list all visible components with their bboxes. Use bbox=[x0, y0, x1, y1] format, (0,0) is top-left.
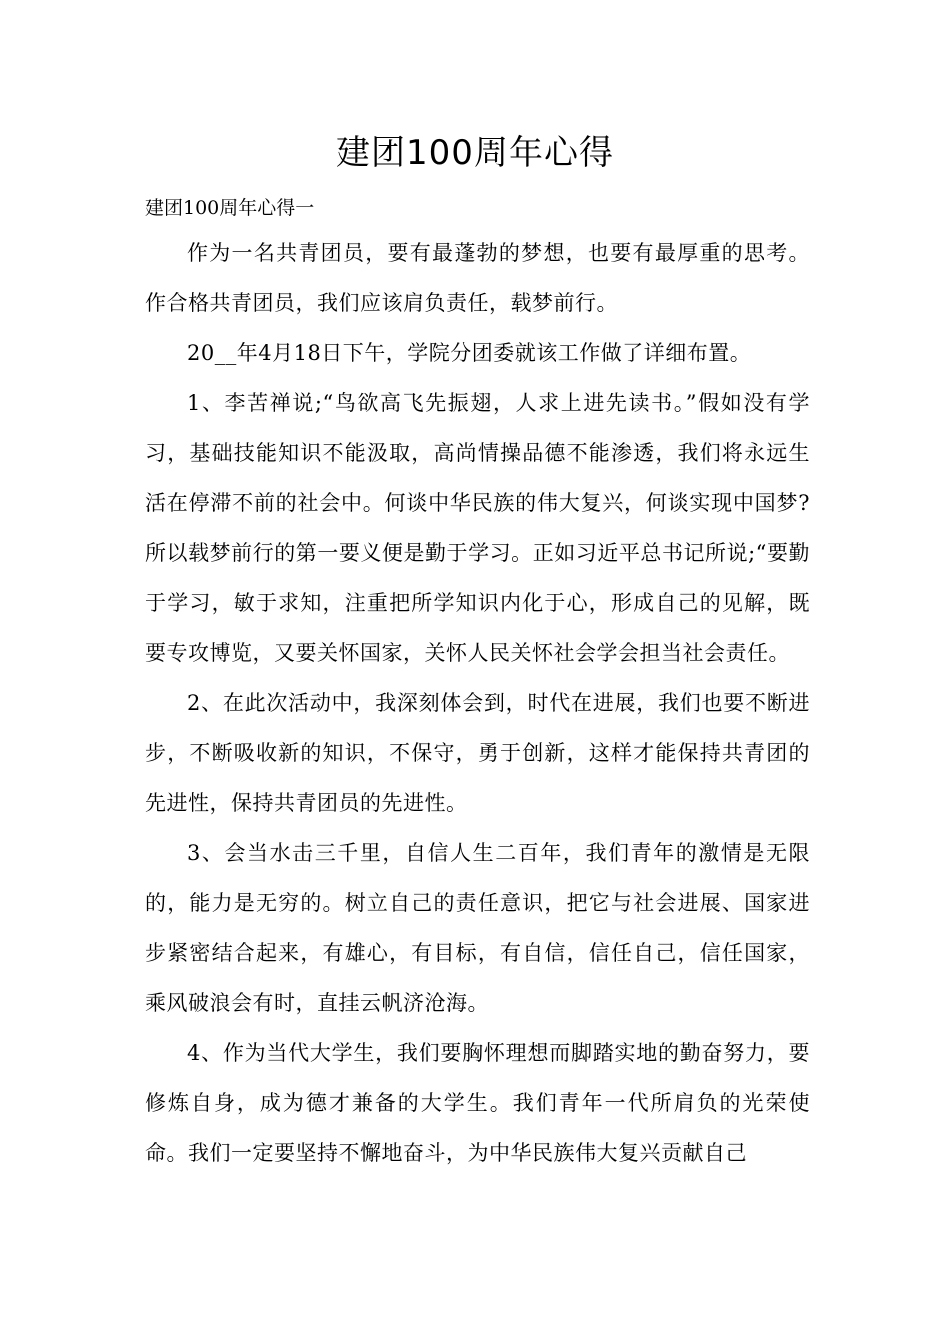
paragraph-date: 20__年4月18日下午，学院分团委就该工作做了详细布置。 bbox=[187, 341, 752, 365]
paragraph-intro: 作为一名共青团员，要有最蓬勃的梦想，也要有最厚重的思考。作合格共青团员，我们应该肩负责任，载梦前行。 bbox=[145, 241, 810, 315]
document-body bbox=[145, 228, 810, 1178]
paragraph-point-4: 4、作为当代大学生，我们要胸怀理想而脚踏实地的勤奋努力，要修炼自身，成为德才兼备的大学生。我们青年一代所肩负的光荣使命。我们一定要坚持不懈地奋斗，为中华民族伟大复兴贡献自己 bbox=[145, 1041, 810, 1165]
paragraph-point-2: 2、在此次活动中，我深刻体会到，时代在进展，我们也要不断进步，不断吸收新的知识，不保守，勇于创新，这样才能保持共青团的先进性，保持共青团员的先进性。 bbox=[145, 691, 810, 815]
section-heading: 建团100周年心得一 bbox=[145, 197, 315, 219]
paragraph-point-1: 1、李苦禅说;“鸟欲高飞先振翅，人求上进先读书。”假如没有学习，基础技能知识不能汲取，高尚情操品德不能渗透，我们将永远生活在停滞不前的社会中。何谈中华民族的伟大复兴，何谈实现中国梦?所以载梦前行的第一要义便是勤于学习。正如习近平总书记所说;“要勤于学习，敏于求知，注重把所学知识内化于心，形成自己的见解，既要专攻博览，又要关怀国家，关怀人民关怀社会学会担当社会责任。 bbox=[145, 391, 810, 665]
document-title: 建团100周年心得 bbox=[336, 133, 614, 173]
paragraph-point-3: 3、会当水击三千里，自信人生二百年，我们青年的激情是无限的，能力是无穷的。树立自己的责任意识，把它与社会进展、国家进步紧密结合起来，有雄心，有目标，有自信，信任自己，信任国家，乘风破浪会有时，直挂云帆济沧海。 bbox=[145, 841, 810, 1015]
